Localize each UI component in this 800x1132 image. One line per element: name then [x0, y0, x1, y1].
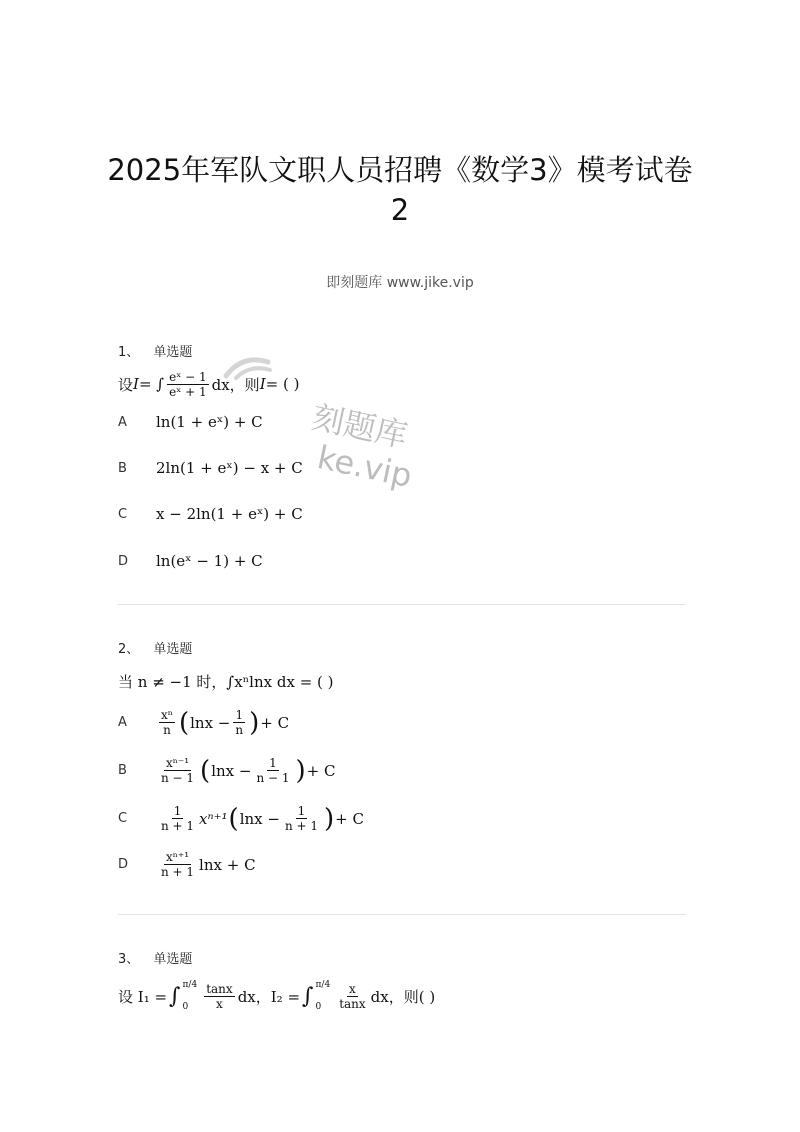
- option-text: ln(1 + eˣ) + C: [156, 413, 263, 431]
- option-text: x − 2ln(1 + eˣ) + C: [156, 505, 303, 523]
- option-b[interactable]: [118, 459, 303, 477]
- watermark-text: 刻题库: [308, 397, 411, 456]
- option-text: ln(eˣ − 1) + C: [156, 552, 263, 570]
- question-stem: 设 I₁ = ∫ π/4 0 $\frac{\tan x}{x}$ dx，I₂ = ∫ π/4 0 $\frac{x}{\tan x}$ dx，则( ): [118, 980, 436, 1012]
- option-formula: $\frac{\text{xⁿ}}{n}$ ( lnx − $\frac{1}{n}$ ) + C: [161, 707, 290, 738]
- question-3: [118, 950, 686, 1016]
- question-divider: [118, 604, 686, 605]
- option-letter: C: [118, 811, 128, 826]
- option-letter: D: [118, 857, 129, 872]
- question-header: [118, 950, 686, 970]
- question-number: 1、: [118, 345, 140, 360]
- question-number: 2、: [118, 642, 140, 657]
- question-stem: 设 I = ∫ $\frac{\text{eˣ − 1}}{\text{eˣ + 1}}$ dx，则 I = ( ): [118, 369, 300, 399]
- page-title: 2025年军队文职人员招聘《数学3》模考试卷2: [107, 153, 693, 227]
- option-b[interactable]: [118, 756, 336, 785]
- option-letter: C: [118, 506, 128, 522]
- page-subtitle: 即刻题库 www.jike.vip: [326, 275, 474, 291]
- question-type: 单选题: [153, 345, 193, 360]
- option-formula: $\frac{\text{xⁿ⁺¹}}{n + 1}$ lnx + C: [161, 850, 256, 879]
- question-stem: 当 n ≠ −1 时，∫xⁿlnx dx = ( ): [118, 672, 334, 691]
- option-d[interactable]: [118, 850, 256, 879]
- option-letter: B: [118, 763, 127, 778]
- question-number: 3、: [118, 952, 140, 967]
- option-d[interactable]: [118, 552, 263, 570]
- question-header: [118, 640, 686, 660]
- question-type: 单选题: [153, 642, 193, 657]
- option-formula: $\frac{1}{n + 1}$ xⁿ⁺¹ ( lnx − $\frac{1}{n + 1}$ ) + C: [161, 803, 364, 834]
- option-text: 2ln(1 + eˣ) − x + C: [156, 459, 303, 477]
- stem-fraction: $\frac{\text{eˣ − 1}}{\text{eˣ + 1}}$: [169, 369, 207, 399]
- option-letter: A: [118, 715, 127, 730]
- option-a[interactable]: [118, 708, 289, 737]
- question-header: [118, 343, 686, 363]
- question-divider: [118, 914, 686, 915]
- option-letter: B: [118, 460, 127, 476]
- option-formula: $\frac{\text{xⁿ⁻¹}}{n - 1}$ ( lnx − $\frac{1}{n - 1}$ ) + C: [161, 755, 336, 786]
- watermark-url: ke.vip: [314, 438, 416, 496]
- option-c[interactable]: [118, 804, 364, 833]
- question-type: 单选题: [153, 952, 193, 967]
- option-c[interactable]: [118, 505, 303, 523]
- question-2: [118, 640, 686, 879]
- option-a[interactable]: [118, 413, 263, 431]
- option-letter: A: [118, 414, 127, 430]
- option-letter: D: [118, 553, 129, 569]
